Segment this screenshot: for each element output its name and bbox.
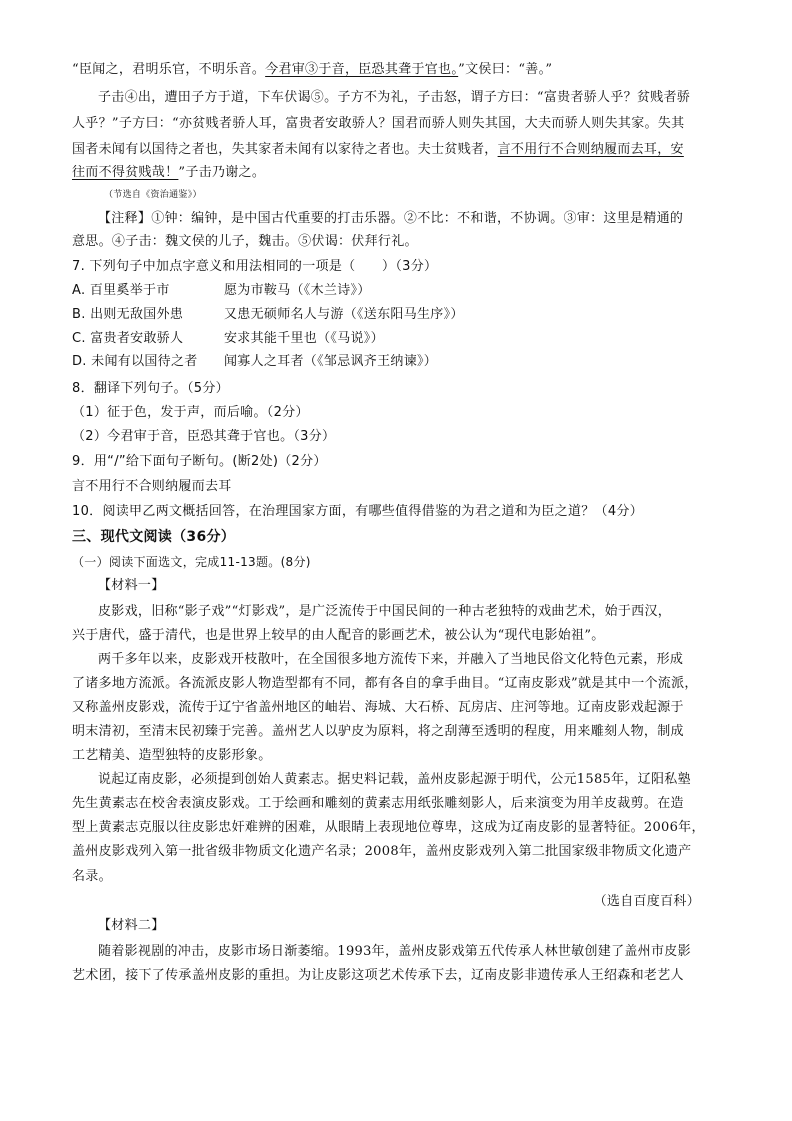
passage-source: （节选自《资治通鉴》）: [104, 190, 202, 200]
q7-option-b: [72, 304, 722, 326]
passage-line: [72, 162, 722, 184]
passage-line: 子击④出，遭田子方于道，下车伏谒⑤。子方不为礼，子击怒，谓子方曰：“富贵者骄人乎？贫贱者骄: [98, 90, 691, 105]
annotation-line: 【注释】①钟：编钟，是中国古代重要的打击乐器。②不比：不和谐，不协调。③审：这里是精通的: [98, 211, 684, 226]
passage-text: ”文侯曰：“善。”: [458, 62, 553, 77]
material-line: 名录。: [72, 869, 112, 884]
passage-line: 人乎？”子方曰：“亦贫贱者骄人耳，富贵者安敢骄人？国君而骄人则失其国，大夫而骄人则失其家。失其: [72, 116, 685, 131]
passage-text: ”子击乃谢之。: [178, 165, 266, 180]
question-10: 10．阅读甲乙两文概括回答，在治理国家方面，有哪些值得借鉴的为君之道和为臣之道？（4分）: [72, 504, 644, 519]
material-line: 兴于唐代，盛于清代，也是世界上较早的由人配音的影画艺术，被公认为“现代电影始祖”。: [72, 628, 605, 643]
question-9: 9．用“/”给下面句子断句。(断2处)（2分）: [72, 454, 327, 469]
question-9-sentence: 言不用行不合则纳履而去耳: [72, 479, 232, 494]
passage-line: [72, 59, 722, 81]
option-comparison: 闻寡人之耳者（《邹忌讽齐王纳谏》）: [224, 354, 438, 369]
passage-text: “臣闻之，君明乐官，不明乐音。: [72, 62, 266, 77]
underlined-sentence: 言不用行不合则纳履而去耳，安: [497, 142, 684, 157]
q7-option-d: [72, 351, 722, 373]
material-line: 随着影视剧的冲击，皮影市场日渐萎缩。1993年，盖州皮影戏第五代传承人林世敏创建了盖州市皮影: [98, 944, 691, 959]
material-line: 艺术团，接下了传承盖州皮影的重担。为让皮影这项艺术传承下去，辽南皮影非遗传承人王绍森和老艺人: [72, 968, 684, 983]
option-comparison: 又患无硕师名人与游（《送东阳马生序》）: [224, 307, 464, 322]
option-comparison: 安求其能千里也（《马说》）: [224, 331, 384, 346]
question-8-1: （1）征于色，发于声，而后喻。（2分）: [72, 405, 309, 420]
question-8: 8．翻译下列句子。（5分）: [72, 381, 229, 396]
material-line: 两千多年以来，皮影戏开枝散叶，在全国很多地方流传下来，并融入了当地民俗文化特色元素，形成: [98, 652, 684, 667]
material-title: 【材料一】: [98, 578, 165, 593]
option-sentence: C. 富贵者安敢骄人: [72, 331, 184, 346]
option-sentence: D. 未闻有以国待之者: [72, 354, 198, 369]
material-source: （选自百度百科）: [593, 894, 700, 909]
material-line: 先生黄素志在校舍表演皮影戏。工于绘画和雕刻的黄素志用纸张雕刻影人，后来演变为用羊皮裁剪。在造: [72, 796, 684, 811]
section-title: 三、现代文阅读（36分）: [72, 529, 236, 545]
question-7: 7. 下列句子中加点字意义和用法相同的一项是（ ）（3分）: [72, 259, 438, 274]
option-sentence: B. 出则无敌国外患: [72, 307, 184, 322]
passage-text: 国者未闻有以国待之者也，失其家者未闻有以家待之者也。夫士贫贱者，: [72, 142, 498, 157]
option-comparison: 愿为市鞍马（《木兰诗》）: [224, 283, 371, 298]
material-title: 【材料二】: [98, 918, 165, 933]
underlined-sentence: 今君审③于音，臣恐其聋于官也。: [265, 62, 459, 77]
material-line: 了诸多地方流派。各流派皮影人物造型都有不同，都有各自的拿手曲目。“辽南皮影戏”就是其中一个流派，: [72, 676, 698, 691]
material-line: 皮影戏，旧称“影子戏”“灯影戏”，是广泛流传于中国民间的一种古老独特的戏曲艺术，始于西汉，: [98, 604, 672, 619]
material-line: 又称盖州皮影戏，流传于辽宁省盖州地区的岫岩、海城、大石桥、瓦房店、庄河等地。辽南皮影戏起源于: [72, 700, 684, 715]
option-sentence: A. 百里奚举于市: [72, 283, 170, 298]
material-line: 明末清初，至清末民初臻于完善。盖州艺人以驴皮为原料，将之刮薄至透明的程度，用来雕刻人物，制成: [72, 724, 684, 739]
q7-option-c: [72, 328, 722, 350]
annotation-line: 意思。④子击：魏文侯的儿子，魏击。⑤伏谒：伏拜行礼。: [72, 234, 418, 249]
material-line: 工艺精美、造型独特的皮影形象。: [72, 748, 272, 763]
underlined-sentence: 往而不得贫贱哉！: [72, 165, 179, 180]
question-8-2: （2）今君审于音，臣恐其聋于官也。（3分）: [72, 429, 336, 444]
passage-line: [72, 139, 722, 161]
q7-option-a: [72, 280, 722, 302]
material-line: 型上黄素志克服以往皮影忠奸难辨的困难，从眼睛上表现地位尊卑，这成为辽南皮影的显著特征。2006年，: [72, 820, 705, 835]
section-intro: （一）阅读下面选文，完成11-13题。(8分): [72, 555, 311, 569]
material-line: 盖州皮影戏列入第一批省级非物质文化遗产名录；2008年，盖州皮影戏列入第二批国家级非物质文化遗产: [72, 844, 692, 859]
material-line: 说起辽南皮影，必须提到创始人黄素志。据史料记载，盖州皮影起源于明代，公元1585年，辽阳私塾: [98, 772, 691, 787]
